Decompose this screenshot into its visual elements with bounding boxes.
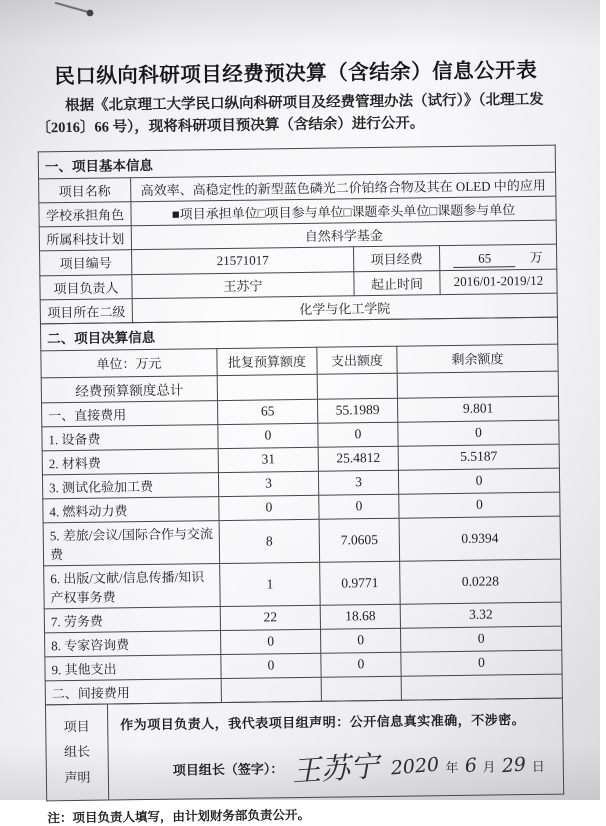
cell-remaining: 0	[399, 492, 560, 518]
school-role-label: 学校承担角色	[39, 201, 131, 226]
row-label: 7. 劳务费	[44, 606, 220, 632]
cell-remaining: 5.5187	[398, 444, 559, 470]
cell-spent: 0	[320, 628, 400, 653]
row-label: 6. 出版/文献/信息传播/知识产权事务费	[44, 563, 221, 608]
row-label: 5. 差旅/会议/国际合作与交流费	[43, 520, 220, 565]
cell-approved: 1	[220, 562, 321, 606]
cell-spent: 7.0605	[319, 518, 400, 562]
cell-remaining: 0	[400, 626, 561, 652]
cell-approved: 65	[217, 399, 317, 424]
cell-remaining: 0	[398, 468, 559, 494]
period-value: 2016/01-2019/12	[440, 269, 557, 295]
cell-approved: 22	[220, 605, 320, 630]
cell-spent: 0	[318, 422, 398, 447]
cell-spent: 3	[318, 470, 398, 495]
row-label: 一、直接费用	[42, 400, 218, 426]
date-year: 2020	[390, 753, 441, 779]
col-spent: 支出额度	[317, 346, 397, 374]
cell-approved: 31	[218, 447, 318, 472]
cell-remaining: 3.32	[400, 602, 561, 628]
row-label: 8. 专家咨询费	[45, 630, 221, 656]
cell-approved: 0	[219, 495, 319, 520]
cell-approved: 8	[219, 519, 320, 563]
signature-label: 项目组长（签字）：	[172, 761, 284, 778]
dept-label: 项目所在二级	[40, 298, 132, 323]
cell-approved: 3	[218, 471, 318, 496]
cell-spent	[317, 373, 397, 399]
row-label: 经费预算额度总计	[41, 375, 217, 402]
cell-spent: 0	[319, 494, 399, 519]
form-tables	[38, 144, 565, 801]
row-label: 3. 测试化验加工费	[42, 472, 218, 498]
month-suffix: 月	[482, 758, 496, 775]
funds-unit: 万	[529, 249, 543, 265]
date-day: 29	[500, 752, 527, 777]
program-value: 自然科学基金	[131, 220, 556, 250]
col-unit: 单位：万元	[41, 348, 217, 377]
row-label: 9. 其他支出	[45, 654, 221, 680]
section-title: 二、项目决算信息	[40, 317, 557, 351]
cell-spent: 0.9771	[320, 561, 401, 605]
cell-approved: 0	[221, 629, 321, 654]
cell-spent: 0	[321, 652, 401, 677]
funds-amount: 65	[454, 250, 516, 268]
cell-remaining: 9.801	[397, 396, 558, 422]
cell-remaining	[401, 674, 562, 700]
declaration-table	[45, 697, 564, 801]
row-label: 1. 设备费	[42, 424, 218, 450]
cell-approved	[217, 374, 317, 400]
handwritten-signature: 王苏宁	[290, 748, 380, 789]
section-title: 一、项目基本信息	[38, 145, 555, 179]
cell-spent: 55.1989	[317, 398, 397, 423]
declaration-header-line: 声明	[64, 769, 91, 785]
cell-remaining: 0.0228	[400, 559, 562, 604]
basic-info-table	[38, 144, 558, 324]
page-title: 民口纵向科研项目经费预决算（含结余）信息公开表	[54, 59, 538, 89]
budget-row	[44, 559, 562, 609]
cell-remaining: 0.9394	[399, 516, 561, 561]
cell-remaining: 0	[401, 650, 562, 676]
col-approved: 批复预算额度	[217, 347, 317, 375]
period-label: 起止时间	[354, 270, 440, 295]
cell-remaining	[397, 371, 558, 398]
declaration-header	[45, 704, 108, 801]
declaration-statement: 作为项目负责人，我代表项目组声明：公开信息真实准确，不涉密。	[120, 711, 526, 732]
signature-row	[121, 743, 554, 791]
cell-spent: 18.68	[320, 604, 400, 629]
budget-row	[43, 516, 561, 566]
funds-value-cell	[439, 244, 556, 271]
cell-approved: 0	[218, 423, 318, 448]
cell-spent: 25.4812	[318, 446, 398, 471]
program-label: 所属科技计划	[39, 225, 131, 250]
project-name-label: 项目名称	[39, 177, 131, 202]
cell-approved: 0	[221, 653, 321, 678]
cell-approved	[221, 677, 321, 702]
school-role-options: ■项目承担单位□项目参与单位□课题牵头单位□课题参与单位	[131, 196, 556, 226]
row-label: 2. 材料费	[42, 448, 218, 474]
declaration-header-line: 项目	[63, 718, 90, 735]
row-label: 4. 燃料动力费	[43, 496, 219, 522]
year-suffix: 年	[445, 759, 459, 775]
declaration-row	[45, 698, 563, 801]
pi-label: 项目负责人	[40, 274, 132, 299]
declaration-header-line: 组长	[63, 744, 91, 760]
funds-label: 项目经费	[353, 245, 439, 271]
date-month: 6	[463, 753, 478, 777]
cell-spent	[321, 676, 401, 701]
footer-note: 注：项目负责人填写，由计划财务部负责公开。	[47, 807, 311, 825]
col-remaining: 剩余额度	[397, 344, 558, 373]
project-no-label: 项目编号	[40, 249, 132, 275]
pi-value: 王苏宁	[132, 271, 354, 298]
project-no-value: 21571017	[132, 246, 354, 274]
project-name-value: 高效率、高稳定性的新型蓝色磷光二价铂络合物及其在 OLED 中的应用	[131, 172, 556, 202]
declaration-body	[107, 698, 563, 800]
intro-paragraph: 根据《北京理工大学民口纵向科研项目及经费管理办法（试行）》（北理工发〔2016〕66 号），现将科研项目预决算（含结余）进行公开。	[36, 91, 544, 137]
dept-value: 化学与化工学院	[132, 293, 557, 323]
handwritten-date	[387, 753, 547, 777]
cell-remaining: 0	[398, 420, 559, 446]
day-suffix: 日	[531, 758, 545, 774]
row-label: 二、间接费用	[45, 678, 221, 704]
budget-table	[40, 316, 563, 705]
